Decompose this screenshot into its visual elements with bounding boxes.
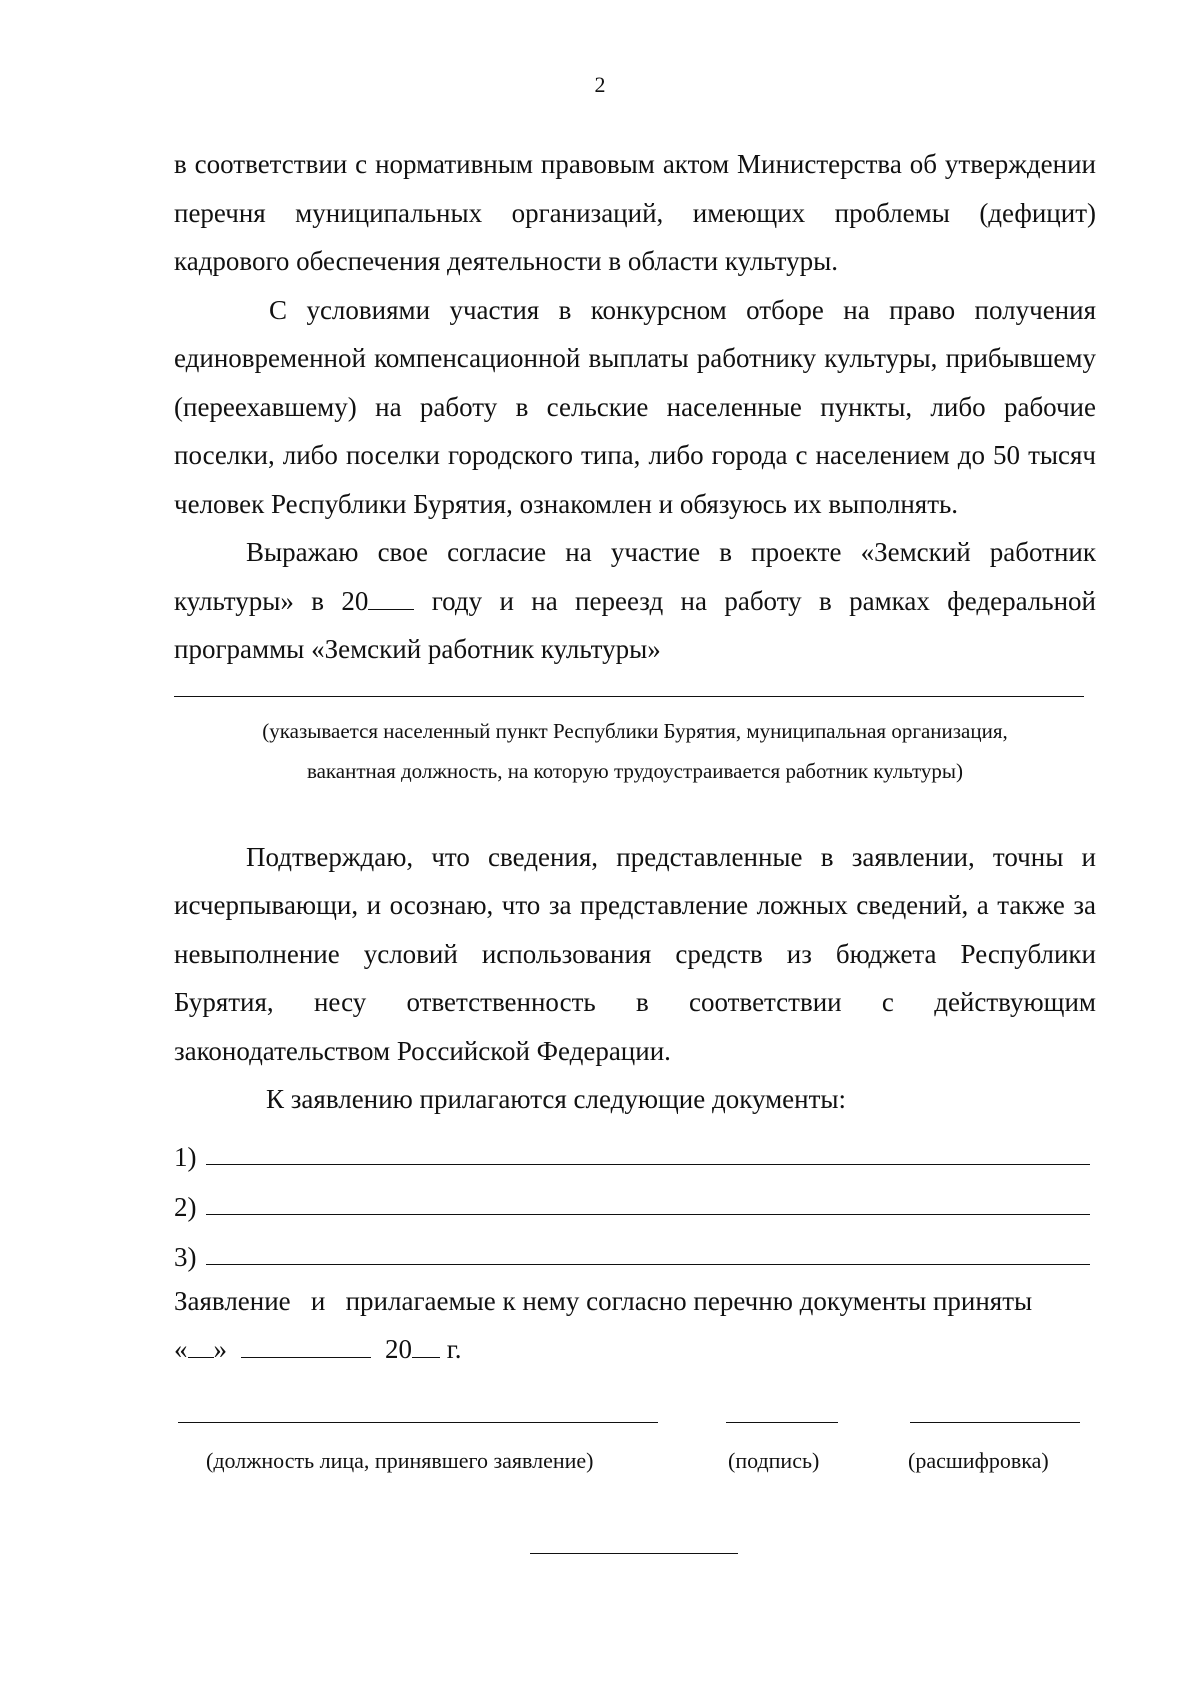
- decoding-line[interactable]: [910, 1422, 1080, 1423]
- paragraph-ministry-act: в соответствии с нормативным правовым актом Министерства об утверждении перечня муниципальных организаций, имеющих проблемы (дефицит) кадрового обеспечения деятельности в области культуры.: [174, 149, 1096, 276]
- paragraph-confirmation: Подтверждаю, что сведения, представленные в заявлении, точны и исчерпывающи, и осознаю, что за представление ложных сведений, а также за невыполнение условий использования средств из бюджета Республики Бурятия, несу ответственность в соответствии с действующим законодательством Российской Федерации.: [174, 841, 1096, 1066]
- date-open-quote: «: [174, 1334, 188, 1364]
- attachment-item: [174, 1123, 1096, 1173]
- signature-line[interactable]: [726, 1422, 838, 1423]
- attachment-item: [174, 1173, 1096, 1223]
- year-prefix: 20: [385, 1334, 412, 1364]
- settlement-fill-line[interactable]: [174, 696, 1084, 697]
- end-divider: [530, 1553, 738, 1554]
- consent-text-end: году и на переезд на работу в рамках федеральной программы «Земский работник культуры»: [174, 585, 1096, 664]
- attachments-header: К заявлению прилагаются следующие документы:: [266, 1084, 847, 1114]
- year-blank[interactable]: [368, 608, 414, 610]
- signature-label: (подпись): [728, 1448, 820, 1473]
- paragraph-consent: [174, 528, 1096, 674]
- month-blank[interactable]: [241, 1356, 371, 1358]
- attachment-item: [174, 1223, 1096, 1273]
- date-close-quote: »: [213, 1334, 227, 1364]
- signature-lines: [178, 1422, 1098, 1424]
- year-suffix: г.: [440, 1334, 462, 1364]
- attachment-number: 3): [174, 1242, 197, 1272]
- position-label: (должность лица, принявшего заявление): [206, 1448, 594, 1473]
- attachment-number: 1): [174, 1142, 197, 1172]
- day-blank[interactable]: [188, 1356, 214, 1358]
- settlement-note-line1: (указывается населенный пункт Республики Бурятия, муниципальная организация,: [262, 718, 1008, 743]
- attachment-number: 2): [174, 1192, 197, 1222]
- settlement-note: [174, 711, 1096, 791]
- settlement-note-line2: вакантная должность, на которую трудоустраивается работник культуры): [306, 758, 964, 783]
- attachment-fill-line[interactable]: [206, 1264, 1090, 1265]
- decoding-label: (расшифровка): [908, 1448, 1049, 1473]
- acceptance-date: [174, 1325, 1096, 1373]
- attachment-fill-line[interactable]: [206, 1164, 1090, 1165]
- consent-text-start: Выражаю свое согласие на участие в проекте «Земский работник культуры» в 20: [174, 537, 1096, 616]
- position-line[interactable]: [178, 1422, 658, 1423]
- page-number: 2: [594, 72, 606, 97]
- year-suffix-blank[interactable]: [412, 1356, 440, 1358]
- paragraph-conditions: С условиями участия в конкурсном отборе на право получения единовременной компенсационной выплаты работнику культуры, прибывшему (переехавшему) на работу в сельские населенные пункты, либо рабочие поселки, либо поселки городского типа, либо города с населением до 50 тысяч человек Республики Бурятия, ознакомлен и обязуюсь их выполнять.: [174, 294, 1096, 519]
- document-body: [174, 140, 1096, 1373]
- acceptance-text: Заявление и прилагаемые к нему согласно перечню документы приняты: [174, 1286, 1033, 1316]
- attachment-fill-line[interactable]: [206, 1214, 1090, 1215]
